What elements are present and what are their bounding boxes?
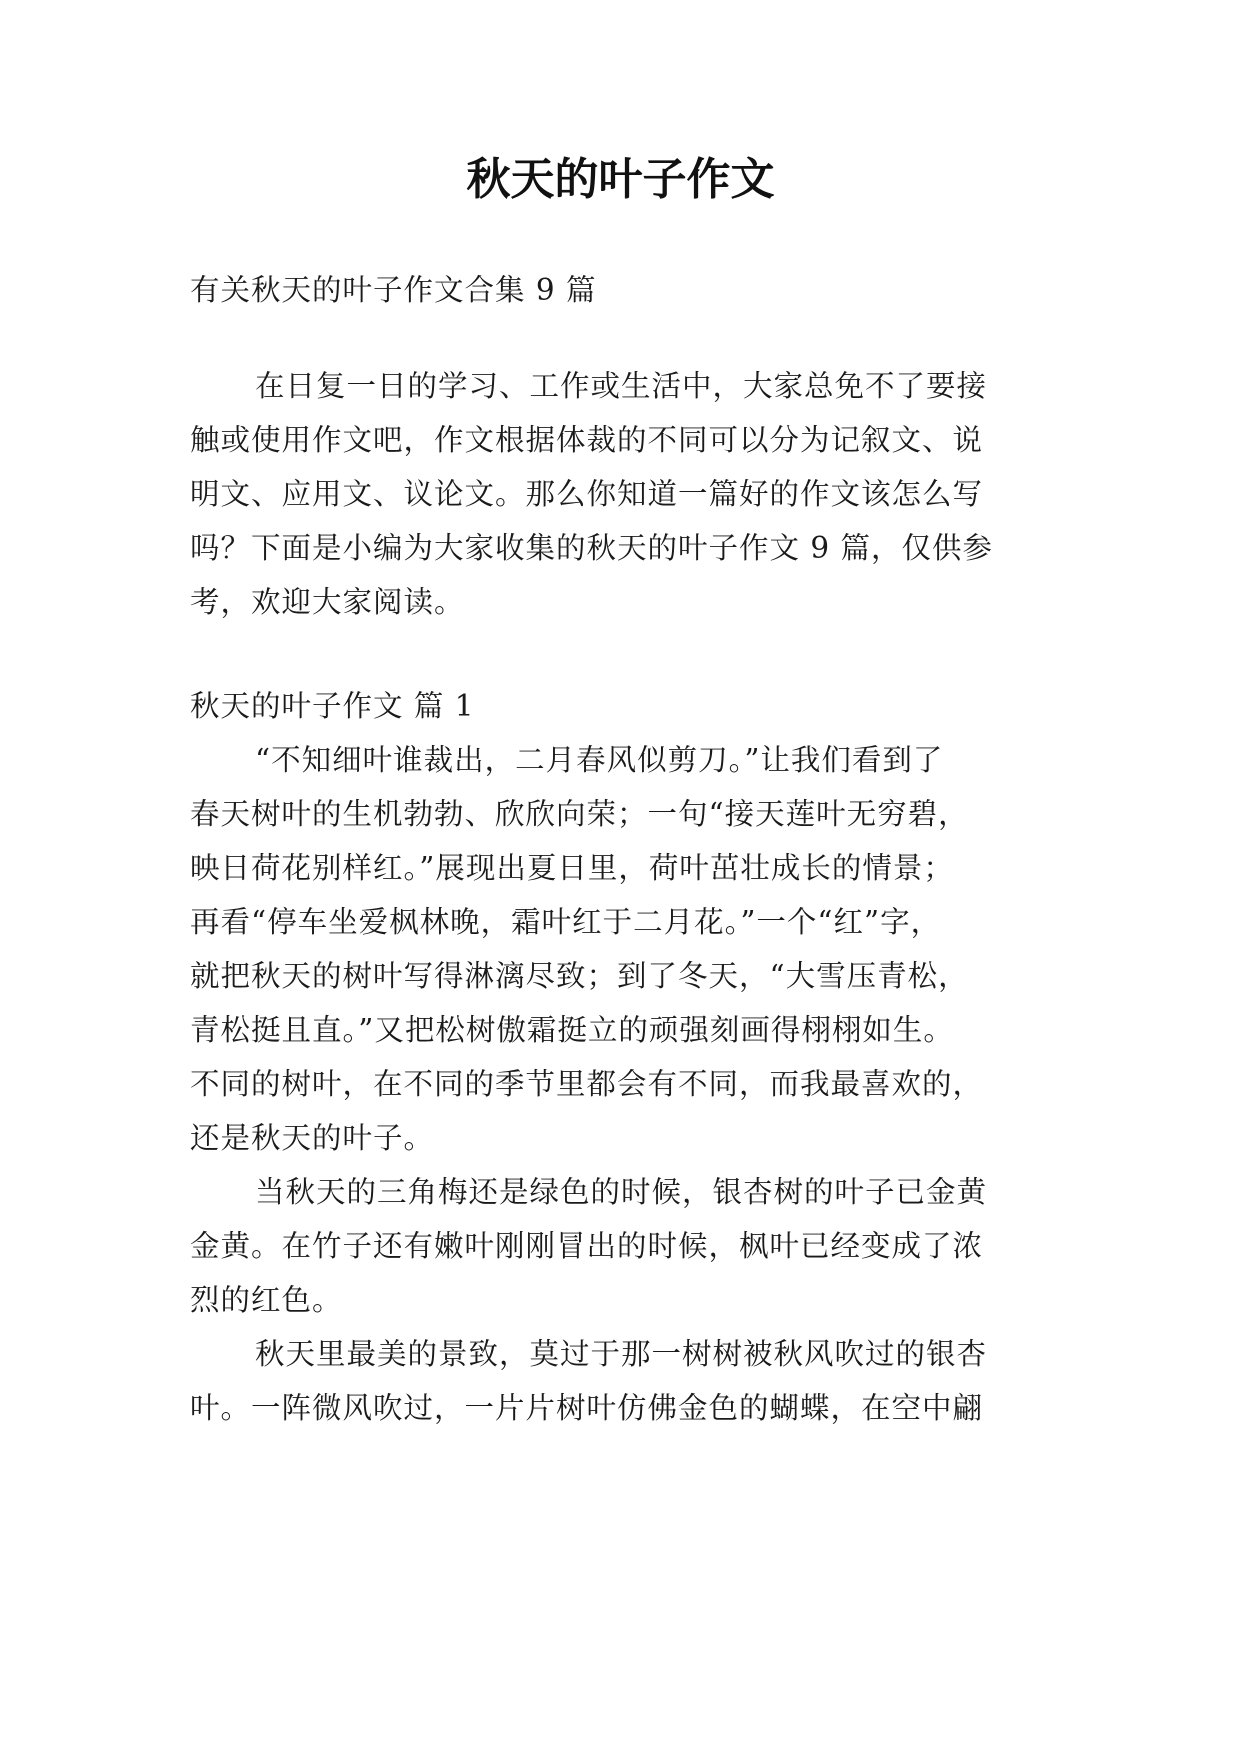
paragraph-line: 还是秋天的叶子。	[190, 1121, 435, 1155]
intro-line: 吗？下面是小编为大家收集的秋天的叶子作文 9 篇，仅供参	[190, 531, 994, 565]
paragraph-line: 烈的红色。	[190, 1283, 343, 1317]
paragraph-line: 金黄。在竹子还有嫩叶刚刚冒出的时候，枫叶已经变成了浓	[190, 1229, 984, 1263]
section-heading: 秋天的叶子作文 篇 1	[190, 689, 475, 723]
paragraph-line: 当秋天的三角梅还是绿色的时候，银杏树的叶子已金黄	[255, 1175, 988, 1209]
paragraph-line: 映日荷花别样红。”展现出夏日里，荷叶茁壮成长的情景；	[190, 851, 954, 885]
intro-line: 触或使用作文吧，作文根据体裁的不同可以分为记叙文、说	[190, 423, 984, 457]
paragraph-line: 叶。一阵微风吹过，一片片树叶仿佛金色的蝴蝶，在空中翩	[190, 1391, 984, 1425]
paragraph-line: 不同的树叶，在不同的季节里都会有不同，而我最喜欢的，	[190, 1067, 984, 1101]
paragraph-line: 春天树叶的生机勃勃、欣欣向荣；一句“接天莲叶无穷碧，	[190, 797, 969, 831]
paragraph-line: 就把秋天的树叶写得淋漓尽致；到了冬天，“大雪压青松，	[190, 959, 969, 993]
paragraph-line: 青松挺且直。”又把松树傲霜挺立的顽强刻画得栩栩如生。	[190, 1013, 954, 1047]
paragraph-line: 再看“停车坐爱枫林晚，霜叶红于二月花。”一个“红”字，	[190, 905, 942, 939]
intro-line: 明文、应用文、议论文。那么你知道一篇好的作文该怎么写	[190, 477, 984, 511]
document-title: 秋天的叶子作文	[466, 154, 775, 205]
paragraph-line: 秋天里最美的景致，莫过于那一树树被秋风吹过的银杏	[255, 1337, 988, 1371]
document-subtitle: 有关秋天的叶子作文合集 9 篇	[190, 273, 597, 307]
paragraph-line: “不知细叶谁裁出，二月春风似剪刀。”让我们看到了	[255, 743, 944, 777]
intro-line: 考，欢迎大家阅读。	[190, 585, 465, 619]
intro-line: 在日复一日的学习、工作或生活中，大家总免不了要接	[255, 369, 988, 403]
